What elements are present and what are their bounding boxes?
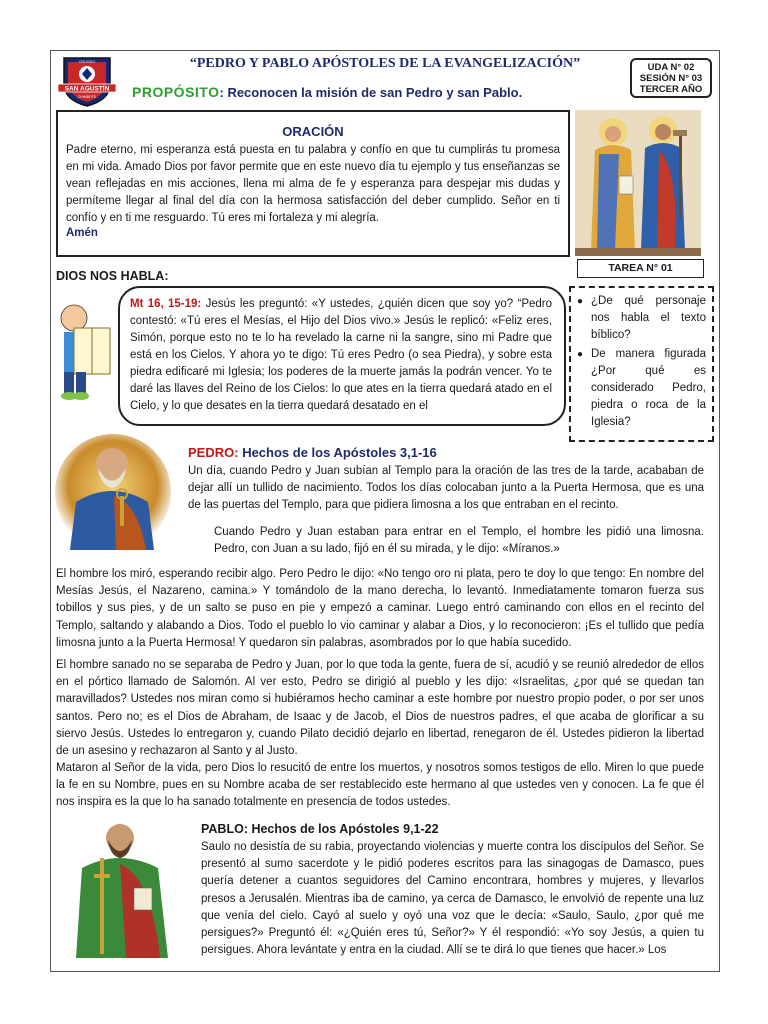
saints-peter-paul-illustration <box>575 110 701 256</box>
prayer-amen: Amén <box>66 227 98 239</box>
boy-reading-bible-icon <box>52 298 114 402</box>
task-question: ● De manera figurada ¿Por qué es considerado Pedro, piedra o roca de la Iglesia? <box>577 346 706 431</box>
pedro-paragraph: Cuando Pedro y Juan estaban para entrar en el Templo, el hombre les pidió una limosna. Pedro, con Juan a su lado, fijó en él su mirada, y le dijo: «Míranos.» <box>214 526 704 556</box>
bullet-icon: ● <box>577 349 584 360</box>
school-shield-logo <box>56 54 118 108</box>
pedro-heading <box>188 445 437 460</box>
pedro-paragraph: Mataron al Señor de la vida, pero Dios lo resucitó de entre los muertos, y nosotros somos testigos de ello. Miren lo que puede la fe en su Nombre, pues en su Nombre acaba de ser restablecido este hermano al que ustedes ven y conocen. La fe que él nos inspira es la que lo ha sanado totalmente en presencia de todos ustedes. <box>56 762 704 809</box>
pedro-paragraph: El hombre sanado no se separaba de Pedro y Juan, por lo que toda la gente, fuera de sí, acudió y se reunió alrededor de ellos en el pórtico llamado de Salomón. Al ver esto, Pedro se dirigió al pueblo y les dijo: «Israelitas, ¿por qué se quedan tan maravillados? Ustedes nos miran como si hubiéramos hecho caminar a este hombre por nuestro propio poder, o por ser unos santos. Pero no; es el Dios de Abraham, de Isaac y de Jacob, el Dios de nuestros padres, el que acaba de glorificar a su siervo Jesús. Ustedes lo entregaron y, cuando Pilato decidió dejarlo en libertad, renegaron de él. Ustedes pidieron la libertad de un asesino y rechazaron al Santo y al Justo. <box>56 659 704 758</box>
gospel-text: Jesús les preguntó: «Y ustedes, ¿quién dicen que soy yo? “Pedro contestó: «Tú eres el Mesías, el Hijo del Dios vivo.» Jesús le replicó: «Feliz eres, Simón, porque esto no te lo ha revelado la carne ni la sangre, sino mi Padre que está en los Cielos. Y ahora yo te digo: Tú eres Pedro (o sea Piedra), y sobre esta piedra edificaré mi Iglesia; los poderes de la muerte jamás la podrán vencer. Yo te daré las llaves del Reino de los Cielos: lo que ates en la tierra quedará atado en el Cielo, y lo que desates en la tierra quedará desatado en el <box>130 298 553 412</box>
prayer-box <box>56 110 570 257</box>
task-box <box>569 286 714 442</box>
prayer-text: Padre eterno, mi esperanza está puesta en tu palabra y confío en que tu cumplirás tu promesa en mi vida. Amado Dios por favor permite que en este nuevo día tu ejemplo y tus enseñanzas se vean reflejadas en mis acciones, llena mi alma de fe y esperanza para despejar mis dudas y permíteme llegar al final del día con la hermosa satisfacción del deber cumplido. Señor en ti confío y en ti me resguardo. Tú eres mi fortaleza y mi alegría. <box>66 144 560 224</box>
logo-top-text: COLEGIO <box>79 60 95 64</box>
pablo-heading: PABLO: Hechos de los Apóstoles 9,1-22 <box>201 822 439 836</box>
uda-number: UDA N° 02 <box>647 62 695 73</box>
gospel-reading-box <box>118 286 566 426</box>
session-number: SESIÓN N° 03 <box>639 73 703 84</box>
purpose-text: Reconocen la misión de san Pedro y san Pablo. <box>227 85 523 100</box>
pedro-paragraph: Un día, cuando Pedro y Juan subían al Templo para la oración de las tres de la tarde, acababan de dejar allí un tullido de nacimiento. Todos los días colocaban junto a la Puerta Hermosa, que es una de las puertas del Templo, para que pidiera limosna a los que entraban en el recinto. <box>188 465 704 512</box>
uda-info-box <box>630 58 712 98</box>
task-question: ● ¿De qué personaje nos habla el texto bíblico? <box>577 293 706 344</box>
pedro-reference: Hechos de los Apóstoles 3,1-16 <box>242 445 437 460</box>
saint-peter-portrait <box>54 432 172 552</box>
saint-paul-portrait <box>56 818 188 958</box>
purpose-label: PROPÓSITO <box>132 84 220 100</box>
logo-school-name: SAN AGUSTÍN <box>64 85 110 93</box>
pablo-paragraph: Saulo no desistía de su rabia, proyectando violencias y muerte contra los discípulos del Señor. Se presentó al sumo sacerdote y le pidió poderes escritos para las sinagogas de Damasco, pues quería detener a cuantos seguidores del Camino encontrara, hombres y mujeres, y llevarlos presos a Jerusalén. Mientras iba de camino, ya cerca de Damasco, le envolvió de repente una luz que venía del cielo. Cayó al suelo y oyó una voz que le decía: «Saulo, Saulo, ¿por qué me persigues?» Preguntó él: «¿Quién eres tú, Señor?» Y él respondió: «Yo soy Jesús, a quien tu persigues. Ahora levántate y entra en la ciudad. Allí se te dirá lo que tienes que hacer.» Los <box>201 841 704 957</box>
pedro-name: PEDRO: <box>188 445 239 460</box>
grade-label: TERCER AÑO <box>639 84 703 95</box>
prayer-title: ORACIÓN <box>282 124 344 139</box>
purpose-line: PROPÓSITO: Reconocen la misión de san Pedro y san Pablo. <box>132 84 523 100</box>
word-section-title: DIOS NOS HABLA: <box>56 269 169 283</box>
bullet-icon: ● <box>577 296 584 307</box>
pedro-paragraph: El hombre los miró, esperando recibir algo. Pero Pedro le dijo: «No tengo oro ni plata, pero te doy lo que tengo: En nombre del Mesías Jesús, el Nazareno, camina.» Y tomándolo de la mano derecha, lo levantó. Inmediatamente tomaron fuerza sus tobillos y sus pies, y de un salto se puso en pie y empezó a caminar. Luego entró caminando con ellos en el recinto del Templo, saltando y alabando a Dios. Todo el pueblo lo vio caminar y alabar a Dios, y lo reconocieron: ¡Es el tullido que pedía limosna junto a la Puerta Hermosa! Y quedaron sin palabras, asombrados por lo que había sucedido. <box>56 568 704 649</box>
gospel-reference: Mt 16, 15-19: <box>130 298 202 310</box>
logo-bottom-text: CHIMBOTE <box>77 95 97 99</box>
document-title: “PEDRO Y PABLO APÓSTOLES DE LA EVANGELIZACIÓN” <box>189 56 581 71</box>
task-label: TAREA N° 01 <box>577 259 704 278</box>
